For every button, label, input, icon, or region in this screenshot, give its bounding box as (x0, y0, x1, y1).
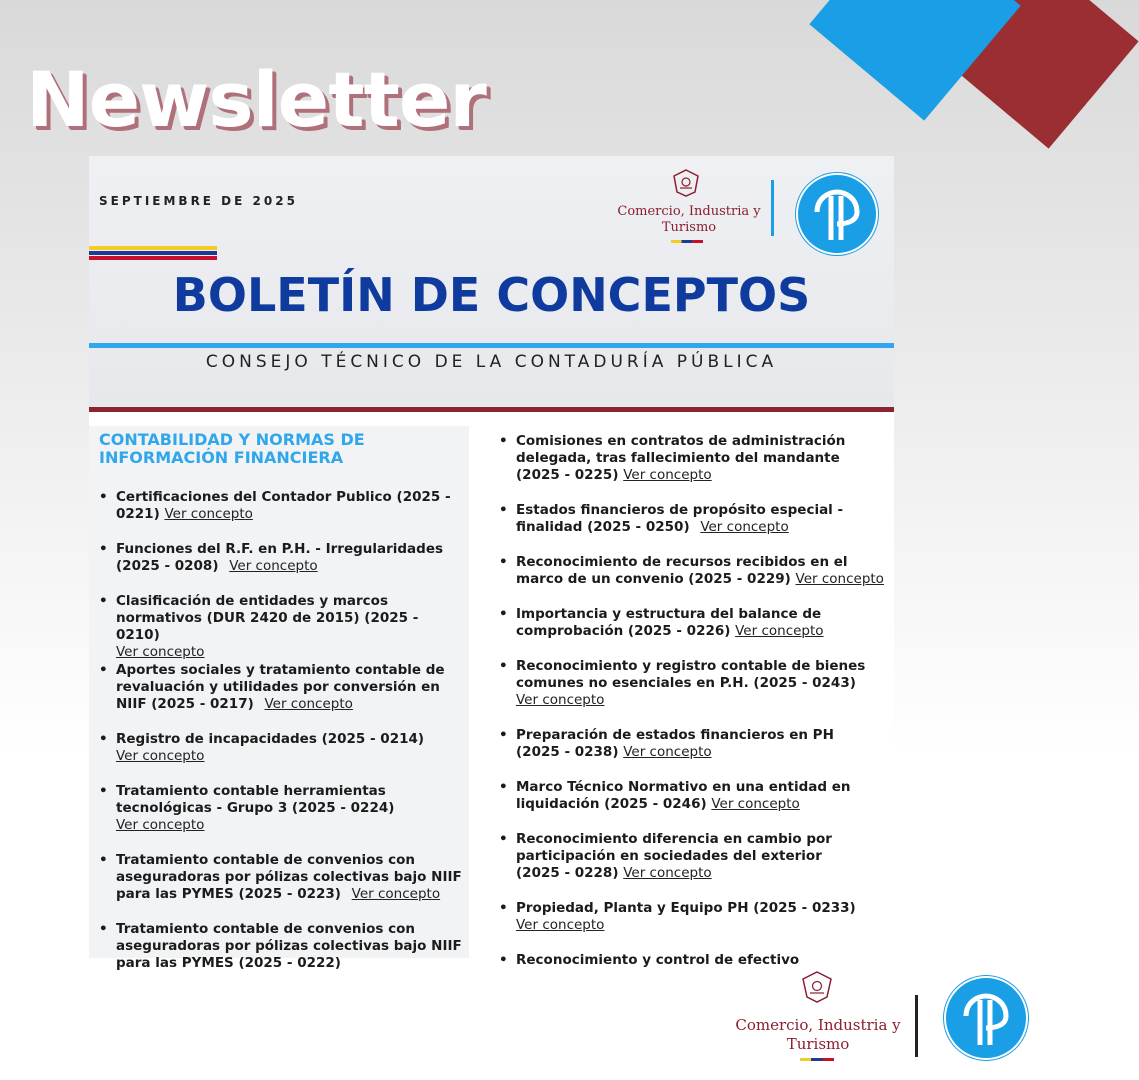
ver-concepto-link[interactable]: Ver concepto (164, 506, 253, 522)
list-item: • Estados financieros de propósito especial - finalidad (2025 - 0250) Ver concepto (516, 502, 866, 536)
ver-concepto-link[interactable]: Ver concepto (351, 886, 441, 902)
list-item: • Reconocimiento y registro contable de bienes comunes no esenciales en P.H. (2025 - 0243) Ver concepto (516, 658, 866, 709)
list-item: • Funciones del R.F. en P.H. - Irregularidades (2025 - 0208) Ver concepto (116, 541, 466, 575)
bulletin-title: BOLETÍN DE CONCEPTOS (172, 268, 811, 322)
list-item: • Preparación de estados financieros en PH (2025 - 0238) Ver concepto (516, 727, 846, 761)
colombia-flag-stripes (89, 246, 217, 262)
ver-concepto-link[interactable]: Ver concepto (735, 623, 824, 639)
ministry-name: Comercio, Industria y Turismo (617, 204, 761, 235)
ctcp-logo-icon (943, 975, 1029, 1061)
ver-concepto-link[interactable]: Ver concepto (700, 519, 789, 535)
ver-concepto-link[interactable]: Ver concepto (623, 865, 712, 881)
list-item: • Propiedad, Planta y Equipo PH (2025 - 0233) Ver concepto (516, 900, 866, 934)
ver-concepto-link[interactable]: Ver concepto (116, 644, 205, 660)
list-item: • Importancia y estructura del balance de comprobación (2025 - 0226) Ver concepto (516, 606, 866, 640)
ministry-flag-bar (671, 240, 703, 243)
footer-separator (915, 995, 918, 1057)
ver-concepto-link[interactable]: Ver concepto (229, 558, 318, 574)
issue-date: SEPTIEMBRE DE 2025 (99, 194, 298, 208)
list-item: • Marco Técnico Normativo en una entidad en liquidación (2025 - 0246) Ver concepto (516, 779, 866, 813)
list-item: • Clasificación de entidades y marcos normativos (DUR 2420 de 2015) (2025 - 0210) Ver concepto (116, 593, 466, 661)
ver-concepto-link[interactable]: Ver concepto (623, 467, 712, 483)
ver-concepto-link[interactable]: Ver concepto (516, 917, 605, 933)
list-item: • Registro de incapacidades (2025 - 0214) Ver concepto (116, 731, 466, 765)
list-item: • Aportes sociales y tratamiento contable de revaluación y utilidades por conversión en NIIF (2025 - 0217) Ver concepto (116, 662, 468, 713)
ver-concepto-link[interactable]: Ver concepto (795, 571, 884, 587)
newsletter-document (89, 156, 894, 971)
list-item: • Tratamiento contable de convenios con aseguradoras por pólizas colectivas bajo NIIF para las PYMES (2025 - 0222) (116, 921, 466, 972)
list-item: • Reconocimiento de recursos recibidos en el marco de un convenio (2025 - 0229) Ver concepto (516, 554, 886, 588)
ver-concepto-link[interactable]: Ver concepto (264, 696, 353, 712)
list-item: • Comisiones en contratos de administración delegada, tras fallecimiento del mandante (2025 - 0225) Ver concepto (516, 433, 866, 484)
list-item: • Reconocimiento diferencia en cambio por participación en sociedades del exterior (2025 - 0228) Ver concepto (516, 831, 866, 882)
list-item: • Tratamiento contable de convenios con aseguradoras por pólizas colectivas bajo NIIF para las PYMES (2025 - 0223) Ver concepto (116, 852, 466, 903)
ver-concepto-link[interactable]: Ver concepto (623, 744, 712, 760)
section-heading: CONTABILIDAD Y NORMAS DE INFORMACIÓN FINANCIERA (99, 430, 365, 467)
coat-of-arms-icon (800, 970, 834, 1004)
ctcp-logo-icon (795, 172, 879, 256)
footer-ministry-name: Comercio, Industria y Turismo (735, 1016, 901, 1053)
header-divider (89, 407, 894, 412)
ver-concepto-link[interactable]: Ver concepto (711, 796, 800, 812)
bulletin-subtitle: CONSEJO TÉCNICO DE LA CONTADURÍA PÚBLICA (205, 352, 778, 372)
list-item: • Tratamiento contable herramientas tecnológicas - Grupo 3 (2025 - 0224) Ver concepto (116, 783, 416, 834)
footer-flag-bar (800, 1058, 834, 1061)
ver-concepto-link[interactable]: Ver concepto (116, 748, 205, 764)
newsletter-headline: Newsletter (26, 55, 486, 144)
logo-separator (771, 180, 774, 236)
ver-concepto-link[interactable]: Ver concepto (516, 692, 605, 708)
coat-of-arms-icon (671, 168, 701, 198)
list-item: • Reconocimiento y control de efectivo (516, 952, 866, 969)
list-item: • Certificaciones del Contador Publico (2025 - 0221) Ver concepto (116, 489, 466, 523)
ver-concepto-link[interactable]: Ver concepto (116, 817, 205, 833)
title-divider (89, 343, 894, 348)
